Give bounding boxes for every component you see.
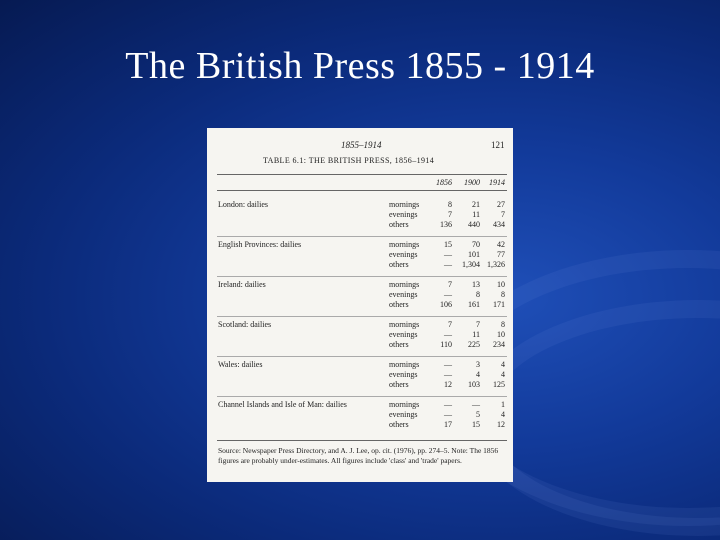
- row-kind: evenings: [389, 330, 418, 339]
- table-cell: 11: [472, 210, 480, 219]
- table-title: THE BRITISH PRESS, 1856–1914: [308, 156, 435, 165]
- table-caption: [263, 156, 434, 165]
- table-cell: 42: [497, 240, 505, 249]
- region-label: Scotland: dailies: [218, 320, 272, 329]
- group-rule: [217, 356, 507, 357]
- table-cell: 103: [468, 380, 480, 389]
- table-region-group: [207, 240, 513, 280]
- year-header: 1914: [489, 178, 505, 187]
- table-cell: 4: [501, 410, 505, 419]
- table-cell: —: [444, 370, 452, 379]
- table-cell: —: [472, 400, 480, 409]
- table-cell: 10: [497, 330, 505, 339]
- table-cell: 7: [476, 320, 480, 329]
- table-cell: 8: [501, 290, 505, 299]
- row-kind: mornings: [389, 400, 420, 409]
- row-kind: others: [389, 300, 409, 309]
- row-kind: mornings: [389, 240, 420, 249]
- table-cell: 77: [497, 250, 505, 259]
- table-cell: 125: [493, 380, 505, 389]
- table-cell: 8: [448, 200, 452, 209]
- row-kind: others: [389, 380, 409, 389]
- region-label: Channel Islands and Isle of Man: dailies: [218, 400, 347, 409]
- row-kind: mornings: [389, 360, 420, 369]
- table-cell: —: [444, 400, 452, 409]
- table-cell: 1,304: [462, 260, 480, 269]
- table-cell: 8: [476, 290, 480, 299]
- table-region-group: [207, 200, 513, 240]
- table-cell: 101: [468, 250, 480, 259]
- table-cell: 17: [444, 420, 452, 429]
- table-cell: 4: [501, 360, 505, 369]
- table-label: TABLE 6.1:: [263, 156, 307, 165]
- group-rule: [217, 396, 507, 397]
- header-rule: [217, 190, 507, 191]
- table-cell: 21: [472, 200, 480, 209]
- table-cell: 106: [440, 300, 452, 309]
- table-cell: 7: [448, 280, 452, 289]
- table-cell: —: [444, 290, 452, 299]
- table-cell: 161: [468, 300, 480, 309]
- table-cell: 15: [444, 240, 452, 249]
- row-kind: others: [389, 340, 409, 349]
- table-region-group: [207, 320, 513, 360]
- table-cell: 7: [501, 210, 505, 219]
- footer-rule: [217, 440, 507, 441]
- scanned-table-image: [207, 128, 513, 482]
- region-label: Wales: dailies: [218, 360, 263, 369]
- table-cell: 70: [472, 240, 480, 249]
- table-cell: 110: [440, 340, 452, 349]
- row-kind: evenings: [389, 410, 418, 419]
- row-kind: mornings: [389, 280, 420, 289]
- table-cell: 3: [476, 360, 480, 369]
- row-kind: mornings: [389, 320, 420, 329]
- table-cell: 5: [476, 410, 480, 419]
- table-cell: 12: [497, 420, 505, 429]
- header-rule: [217, 174, 507, 175]
- table-cell: —: [444, 260, 452, 269]
- table-cell: 12: [444, 380, 452, 389]
- table-cell: 234: [493, 340, 505, 349]
- year-header: 1900: [464, 178, 480, 187]
- table-cell: 4: [501, 370, 505, 379]
- table-cell: 8: [501, 320, 505, 329]
- year-header: 1856: [436, 178, 452, 187]
- table-cell: 1: [501, 400, 505, 409]
- table-region-group: [207, 400, 513, 440]
- table-cell: 171: [493, 300, 505, 309]
- row-kind: evenings: [389, 210, 418, 219]
- region-label: Ireland: dailies: [218, 280, 266, 289]
- table-cell: 4: [476, 370, 480, 379]
- slide-title: The British Press 1855 - 1914: [125, 45, 595, 87]
- table-cell: 7: [448, 210, 452, 219]
- table-cell: 1,326: [487, 260, 505, 269]
- table-region-group: [207, 360, 513, 400]
- group-rule: [217, 236, 507, 237]
- table-cell: 440: [468, 220, 480, 229]
- table-cell: 10: [497, 280, 505, 289]
- row-kind: mornings: [389, 200, 420, 209]
- region-label: London: dailies: [218, 200, 268, 209]
- table-cell: 136: [440, 220, 452, 229]
- table-cell: 434: [493, 220, 505, 229]
- table-footnote: Source: Newspaper Press Directory, and A. J. Lee, op. cit. (1976), pp. 274–5. Note: The 1856 figures are probably under-estimates. All figures include 'class' and 'trade' papers.: [218, 446, 499, 465]
- table-cell: 15: [472, 420, 480, 429]
- group-rule: [217, 276, 507, 277]
- row-kind: evenings: [389, 250, 418, 259]
- row-kind: others: [389, 260, 409, 269]
- region-label: English Provinces: dailies: [218, 240, 302, 249]
- table-cell: 7: [448, 320, 452, 329]
- row-kind: evenings: [389, 370, 418, 379]
- table-region-group: [207, 280, 513, 320]
- group-rule: [217, 316, 507, 317]
- table-cell: 27: [497, 200, 505, 209]
- table-cell: —: [444, 360, 452, 369]
- row-kind: evenings: [389, 290, 418, 299]
- table-cell: 13: [472, 280, 480, 289]
- table-cell: —: [444, 250, 452, 259]
- table-cell: 11: [472, 330, 480, 339]
- row-kind: others: [389, 420, 409, 429]
- page-number: 121: [491, 140, 505, 150]
- table-cell: —: [444, 410, 452, 419]
- table-cell: 225: [468, 340, 480, 349]
- row-kind: others: [389, 220, 409, 229]
- table-cell: —: [444, 330, 452, 339]
- running-head: 1855–1914: [341, 140, 382, 150]
